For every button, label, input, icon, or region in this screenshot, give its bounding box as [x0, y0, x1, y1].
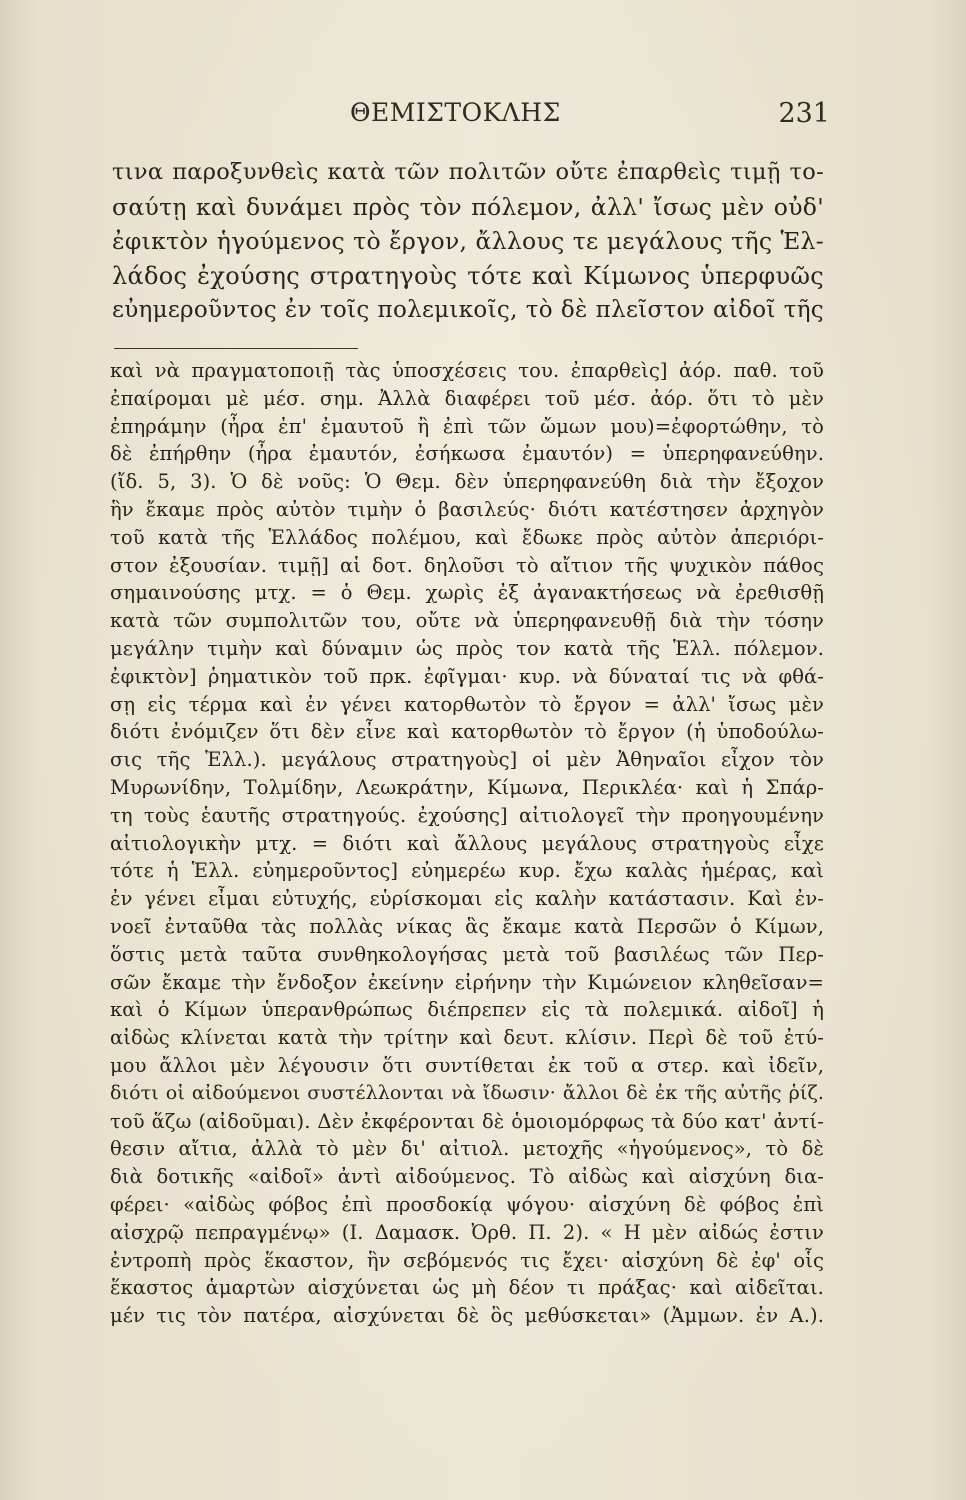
- main-text: [112, 155, 824, 328]
- note-line: σημαινούσης μτχ. = ὁ Θεμ. χωρὶς ἐξ ἀγανακτήσεως νὰ ἐρεθισθῇ: [110, 581, 824, 605]
- page-number: 231: [778, 98, 830, 129]
- footnote-separator: [114, 348, 358, 349]
- note-line: ἐφικτὸν] ῥηματικὸν τοῦ πρκ. ἐφῖγμαι· κυρ. νὰ δύναταί τις νὰ φθά-: [110, 664, 824, 688]
- page-header: [70, 98, 830, 138]
- note-line: ὅστις μετὰ ταῦτα συνθηκολογήσας μετὰ τοῦ βασιλέως τῶν Περ-: [110, 942, 824, 966]
- note-line: σῶν ἔκαμε τὴν ἔνδοξον ἐκείνην εἰρήνην τὴν Κιμώνειον κληθεῖσαν=: [110, 970, 824, 994]
- note-line: αἰσχρῷ πεπραγμένῳ» (Ι. Δαμασκ. Ὀρθ. Π. 2). « Η μὲν αἰδώς ἐστιν: [110, 1220, 824, 1244]
- note-line: ἐντροπὴ πρὸς ἕκαστον, ἣν σεβόμενός τις ἔχει· αἰσχύνη δὲ ἐφ' οἷς: [110, 1248, 824, 1272]
- note-line: αἰτιολογικὴν μτχ. = διότι καὶ ἄλλους μεγάλους στρατηγοὺς εἶχε: [110, 831, 824, 855]
- note-line: καὶ νὰ πραγματοποιῇ τὰς ὑποσχέσεις του. ἐπαρθεὶς] ἀόρ. παθ. τοῦ: [110, 359, 824, 382]
- text-line: λάδος ἐχούσης στρατηγοὺς τότε καὶ Κίμωνος ὑπερφυῶς: [112, 261, 824, 290]
- note-line: διότι ἐνόμιζεν ὅτι δὲν εἶνε καὶ κατορθωτὸν τὸ ἔργον (ἡ ὑποδούλω-: [110, 720, 824, 744]
- text-line: σαύτῃ καὶ δυνάμει πρὸς τὸν πόλεμον, ἀλλ' ἴσως μὲν οὐδ': [112, 192, 824, 221]
- note-line: ἣν ἔκαμε πρὸς αὐτὸν τιμὴν ὁ βασιλεύς· διότι κατέστησεν ἀρχηγὸν: [110, 497, 824, 521]
- note-line: κατὰ τῶν συμπολιτῶν του, οὔτε νὰ ὑπερηφανευθῇ διὰ τὴν τόσην: [110, 609, 824, 633]
- note-line: σις τῆς Ἑλλ.). μεγάλους στρατηγοὺς] οἱ μὲν Ἀθηναῖοι εἶχον τὸν: [110, 748, 824, 772]
- commentary-notes: [110, 357, 824, 1330]
- note-line: τοῦ ἅζω (αἰδοῦμαι). Δὲν ἐκφέρονται δὲ ὁμοιομόρφως τὰ δύο κατ' ἀντί-: [110, 1109, 824, 1133]
- note-line: ἐπηράμην (ἦρα ἐπ' ἐμαυτοῦ ἢ ἐπὶ τῶν ὤμων μου)=ἐφορτώθην, τὸ: [110, 414, 824, 438]
- note-line: διότι οἱ αἰδούμενοι συστέλλονται νὰ ἴδωσιν· ἄλλοι δὲ ἐκ τῆς αὐτῆς ῥίζ.: [110, 1081, 824, 1104]
- text-line: ἐφικτὸν ἡγούμενος τὸ ἔργον, ἄλλους τε μεγάλους τῆς Ἑλ-: [112, 227, 824, 255]
- note-line: νοεῖ ἐνταῦθα τὰς πολλὰς νίκας ἃς ἔκαμε κατὰ Περσῶν ὁ Κίμων,: [110, 914, 824, 938]
- note-line: σῃ εἰς τέρμα καὶ ἐν γένει κατορθωτὸν τὸ ἔργον = ἀλλ' ἴσως μὲν: [110, 692, 824, 716]
- note-line: ἕκαστος ἁμαρτὼν αἰσχύνεται ὡς μὴ δέον τι πράξας· καὶ αἰδεῖται.: [110, 1276, 824, 1300]
- note-line: δὲ ἐπήρθην (ἦρα ἐμαυτόν, ἐσήκωσα ἐμαυτόν) = ὑπερηφανεύθην.: [110, 442, 824, 466]
- running-title: ΘΕΜΙΣΤΟΚΛΗΣ: [350, 98, 561, 127]
- note-line: μεγάλην τιμὴν καὶ δύναμιν ὡς πρὸς τον κατὰ τῆς Ἑλλ. πόλεμον.: [110, 636, 824, 660]
- note-line: στον ἐξουσίαν. τιμῇ] αἱ δοτ. δηλοῦσι τὸ αἴτιον τῆς ψυχικὸν πάθος: [110, 553, 824, 577]
- note-line: καὶ ὁ Κίμων ὑπερανθρώπως διέπρεπεν εἰς τὰ πολεμικά. αἰδοῖ] ἡ: [110, 998, 824, 1022]
- note-line: διὰ δοτικῆς «αἰδοῖ» ἀντὶ αἰδούμενος. Τὸ αἰδὼς καὶ αἰσχύνη δια-: [110, 1165, 824, 1189]
- note-line: μου ἄλλοι μὲν λέγουσιν ὅτι συντίθεται ἐκ τοῦ α στερ. καὶ ἰδεῖν,: [110, 1053, 824, 1077]
- text-line: εὐημεροῦντος ἐν τοῖς πολεμικοῖς, τὸ δὲ πλεῖστον αἰδοῖ τῆς: [112, 297, 824, 323]
- note-line: θεσιν αἴτια, ἀλλὰ τὸ μὲν δι' αἰτιολ. μετοχῆς «ἡγούμενος», τὸ δὲ: [110, 1137, 824, 1161]
- note-line: Μυρωνίδην, Τολμίδην, Λεωκράτην, Κίμωνα, Περικλέα· καὶ ἡ Σπάρ-: [110, 775, 824, 799]
- note-line: μέν τις τὸν πατέρα, αἰσχύνεται δὲ ὃς μεθύσκεται» (Ἀμμων. ἐν Α.).: [110, 1304, 824, 1328]
- note-line: τότε ἡ Ἑλλ. εὐημεροῦντος] εὐημερέω κυρ. ἔχω καλὰς ἡμέρας, καὶ: [110, 859, 824, 883]
- note-line: φέρει· «αἰδὼς φόβος ἐπὶ προσδοκίᾳ ψόγου· αἰσχύνη δὲ φόβος ἐπὶ: [110, 1192, 824, 1216]
- note-line: αἰδὼς κλίνεται κατὰ τὴν τρίτην καὶ δευτ. κλίσιν. Περὶ δὲ τοῦ ἐτύ-: [110, 1026, 824, 1050]
- note-line: τη τοὺς ἑαυτῆς στρατηγούς. ἐχούσης] αἰτιολογεῖ τὴν προηγουμένην: [110, 803, 824, 827]
- note-line: ἐπαίρομαι μὲ μέσ. σημ. Ἀλλὰ διαφέρει τοῦ μέσ. ἀόρ. ὅτι τὸ μὲν: [110, 386, 824, 410]
- text-line: τινα παροξυνθεὶς κατὰ τῶν πολιτῶν οὔτε ἐπαρθεὶς τιμῇ το-: [112, 159, 824, 185]
- note-line: ἐν γένει εἶμαι εὐτυχής, εὑρίσκομαι εἰς καλὴν κατάστασιν. Καὶ ἐν-: [110, 887, 824, 911]
- note-line: (ἴδ. 5, 3). Ὁ δὲ νοῦς: Ὁ Θεμ. δὲν ὑπερηφανεύθη διὰ τὴν ἔξοχον: [110, 470, 824, 494]
- note-line: τοῦ κατὰ τῆς Ἑλλάδος πολέμου, καὶ ἔδωκε πρὸς αὐτὸν ἀπεριόρι-: [110, 525, 824, 549]
